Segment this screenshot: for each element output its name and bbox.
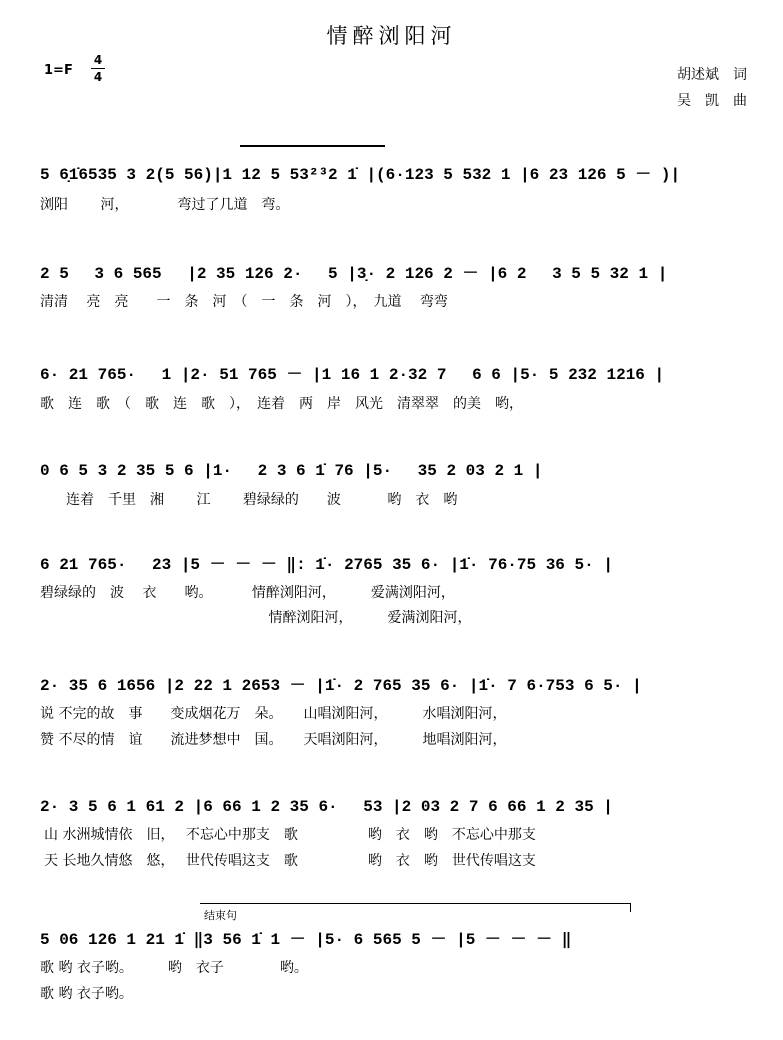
score-line-4: 0 6 5 3 2 35 5 6 |1· 2 3 6 1̇ 76 |5· 35 2 03 2 1 | — [40, 462, 543, 480]
song-title: 情醉浏阳河 — [326, 24, 457, 48]
lyric-line-6b: 赞 不尽的情 谊 流进梦想中 国。 天唱浏阳河， 地唱浏阳河， — [40, 732, 507, 748]
key-signature: 1=F — [44, 63, 73, 78]
score-line-8: 5 06 126 1 21 1̇ ‖3 56 1̇ 1 － |5· 6 565 5 － |5 － － － ‖ — [40, 931, 572, 949]
score-line-6: 2· 35 6 1656 |2 22 1 2653 － |1̇· 2 765 35 6· |1̇· 7 6·753 6 5· | — [40, 677, 642, 695]
lyric-line-8b: 歌 哟 衣子哟。 — [40, 986, 133, 1002]
lyric-line-7a: 山 水洲城情依 旧， 不忘心中那支 歌 哟 衣 哟 不忘心中那支 — [44, 827, 536, 843]
lyric-line-3: 歌 连 歌 （ 歌 连 歌 ）， 连着 两 岸 风光 清翠翠 的美 哟， — [40, 396, 523, 412]
lyric-line-5b: 情醉浏阳河， 爱满浏阳河， — [40, 610, 472, 626]
composer-credit: 吴 凯 曲 — [677, 93, 747, 109]
ending-bracket — [200, 903, 631, 912]
lyricist-credit: 胡述斌 词 — [677, 67, 747, 83]
lyric-line-8a: 歌 哟 衣子哟。 哟 衣子 哟。 — [40, 960, 308, 976]
score-line-7: 2· 3 5 6 1 61 2 |6 66 1 2 35 6· 53 |2 03 2 7 6 66 1 2 35 | — [40, 798, 613, 816]
lyric-line-2: 清清 亮 亮 一 条 河 （ 一 条 河 ）， 九道 弯弯 — [40, 294, 448, 310]
lyric-line-4: 连着 千里 湘 江 碧绿绿的 波 哟 衣 哟 — [66, 492, 458, 508]
lyric-line-1: 浏阳 河， 弯过了几道 弯。 — [40, 197, 290, 213]
score-line-3: 6· 21 765· 1 |2· 51 765 － |1 16 1 2·32 7 6 6 |5· 5 232 1216 | — [40, 366, 665, 384]
lyric-line-6a: 说 不完的故 事 变成烟花万 朵。 山唱浏阳河， 水唱浏阳河， — [40, 706, 507, 722]
lyric-line-7b: 天 长地久情悠 悠， 世代传唱这支 歌 哟 衣 哟 世代传唱这支 — [44, 853, 536, 869]
time-signature: 4 4 — [91, 53, 105, 84]
lyric-line-5a: 碧绿绿的 波 衣 哟。 情醉浏阳河， 爱满浏阳河， — [40, 585, 455, 601]
score-line-1: 5 6̣1̇6535 3 2(5 56)|1 12 5 53²³2 1̇ |(6·123 5 532 1 |6 23 126 5 － )| — [40, 166, 681, 184]
score-line-5: 6 21 765· 23 |5 － － － ‖: 1̇· 2765 35 6· |1̇· 76·75 36 5· | — [40, 556, 613, 574]
score-line-2: 2 5 3 6 565 |2 35 126 2· 5 |3̣· 2 126 2 － |6 2 3 5 5 32 1 | — [40, 265, 668, 283]
ending-label: 结束句 — [204, 909, 237, 922]
